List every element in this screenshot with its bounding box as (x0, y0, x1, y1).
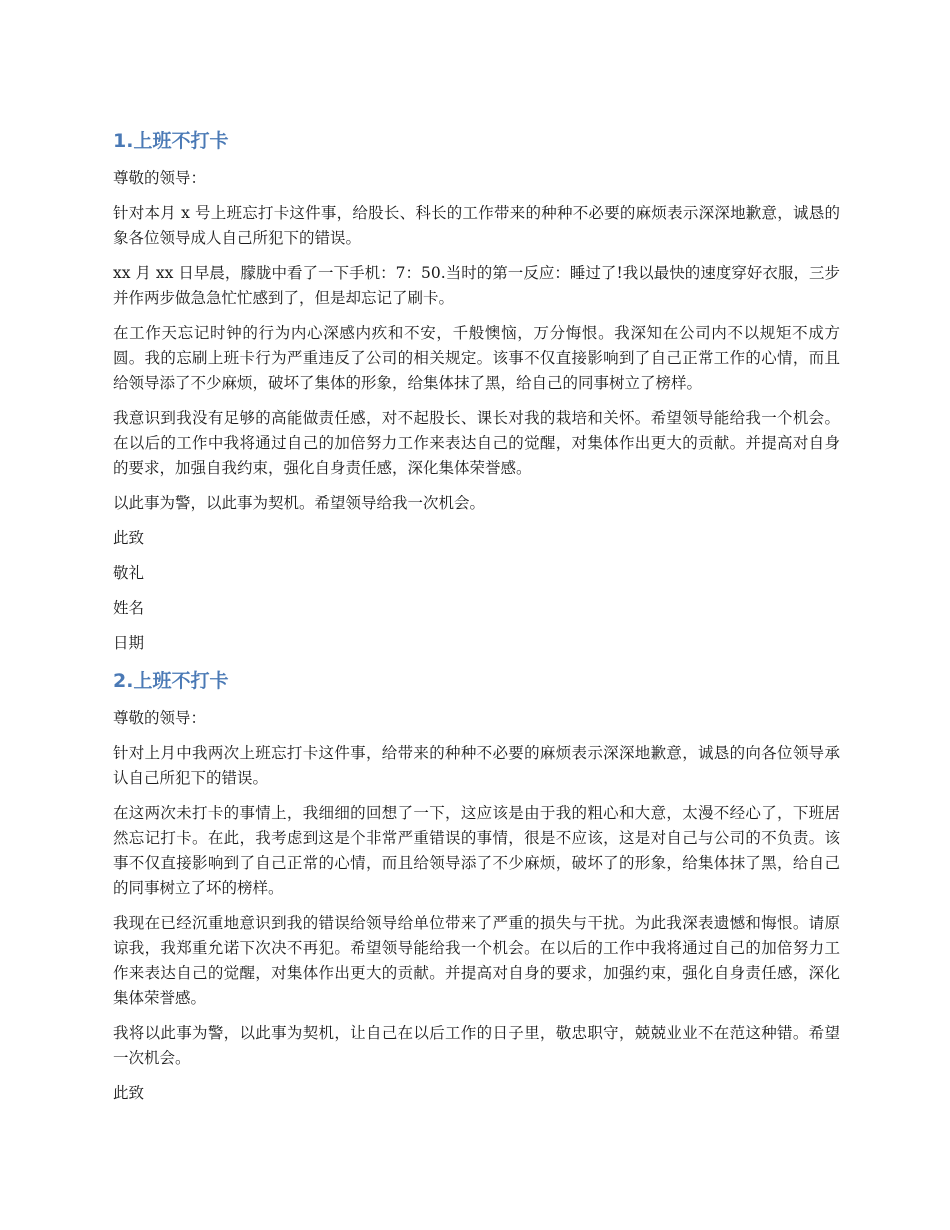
body-paragraph: 在工作天忘记时钟的行为内心深感内疚和不安，千般懊恼，万分悔恨。我深知在公司内不以规矩不成方圆。我的忘刷上班卡行为严重违反了公司的相关规定。该事不仅直接影响到了自己正常工作的心情，而且给领导添了不少麻烦，破坏了集体的形象，给集体抹了黑，给自己的同事树立了榜样。 (113, 324, 840, 392)
signature-date: 日期 (113, 634, 145, 652)
signature-name: 姓名 (113, 599, 145, 617)
body-paragraph: 在这两次未打卡的事情上，我细细的回想了一下，这应该是由于我的粗心和大意，太漫不经心了，下班居然忘记打卡。在此，我考虑到这是个非常严重错误的事情，很是不应该，这是对自己与公司的不负责。该事不仅直接影响到了自己正常的心情，而且给领导添了不少麻烦，破坏了的形象，给集体抹了黑，给自己的同事树立了坏的榜样。 (113, 804, 840, 897)
body-paragraph: 针对上月中我两次上班忘打卡这件事，给带来的种种不必要的麻烦表示深深地歉意，诚恳的向各位领导承认自己所犯下的错误。 (113, 744, 840, 787)
closing-line: 此致 (113, 1084, 145, 1102)
document-page (113, 126, 840, 1116)
closing-line: 敬礼 (113, 564, 145, 582)
salutation: 尊敬的领导： (113, 169, 207, 187)
body-paragraph: 我意识到我没有足够的高能做责任感，对不起股长、课长对我的栽培和关怀。希望领导能给我一个机会。在以后的工作中我将通过自己的加倍努力工作来表达自己的觉醒，对集体作出更大的贡献。并提高对自身的要求，加强自我约束，强化自身责任感，深化集体荣誉感。 (113, 409, 840, 477)
salutation: 尊敬的领导： (113, 709, 207, 727)
body-paragraph: 以此事为警，以此事为契机。希望领导给我一次机会。 (113, 494, 486, 512)
body-paragraph: 我现在已经沉重地意识到我的错误给领导给单位带来了严重的损失与干扰。为此我深表遗憾和悔恨。请原谅我，我郑重允诺下次决不再犯。希望领导能给我一个机会。在以后的工作中我将通过自己的加倍努力工作来表达自己的觉醒，对集体作出更大的贡献。并提高对自身的要求，加强约束，强化自身责任感，深化集体荣誉感。 (113, 914, 840, 1007)
section-title: 2.上班不打卡 (113, 670, 229, 692)
body-paragraph: 针对本月 x 号上班忘打卡这件事，给股长、科长的工作带来的种种不必要的麻烦表示深深地歉意，诚恳的象各位领导成人自己所犯下的错误。 (113, 204, 840, 247)
body-paragraph: 我将以此事为警，以此事为契机，让自己在以后工作的日子里，敬忠职守，兢兢业业不在范这种错。希望一次机会。 (113, 1024, 840, 1067)
closing-line: 此致 (113, 529, 145, 547)
body-paragraph: xx 月 xx 日早晨，朦胧中看了一下手机：7：50.当时的第一反应：睡过了!我以最快的速度穿好衣服，三步并作两步做急急忙忙感到了，但是却忘记了刷卡。 (113, 264, 840, 307)
section-title: 1.上班不打卡 (113, 130, 229, 152)
